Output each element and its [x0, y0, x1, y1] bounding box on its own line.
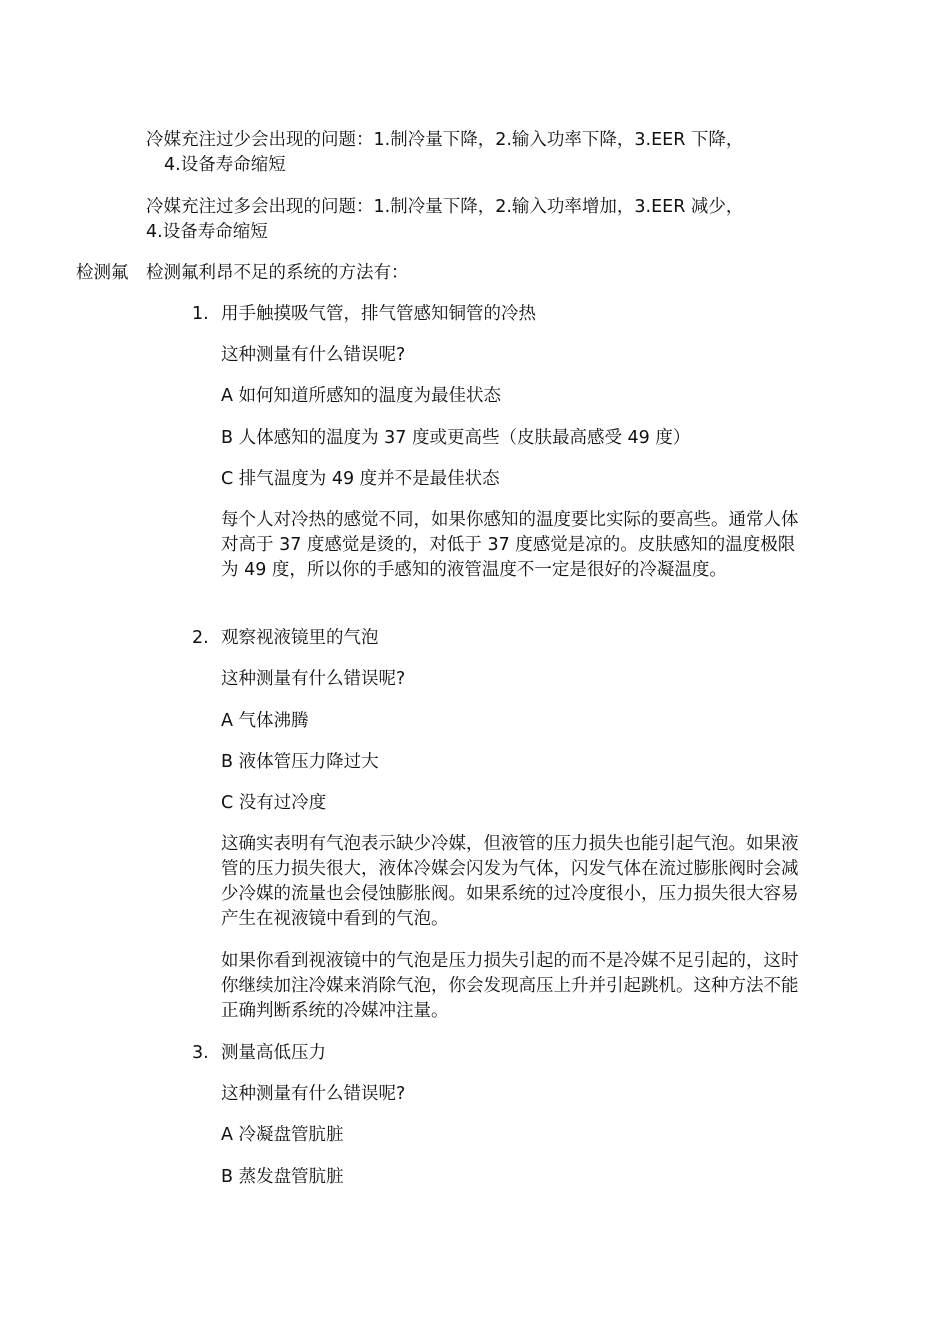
method-1-question: 这种测量有什么错误呢?	[221, 345, 406, 365]
method-2-question: 这种测量有什么错误呢?	[221, 669, 406, 689]
method-1-option-b: B 人体感知的温度为 37 度或更高些（皮肤最高感受 49 度）	[221, 428, 691, 448]
over-charge-line2: 4.设备寿命缩短	[146, 222, 268, 242]
method-2-explanation-1: 这确实表明有气泡表示缺少冷媒，但液管的压力损失也能引起气泡。如果液管的压力损失很大，液体冷媒会闪发为气体，闪发气体在流过膨胀阀时会减少冷媒的流量也会侵蚀膨胀阀。如果系统的过冷度很小，压力损失很大容易产生在视液镜中看到的气泡。	[221, 834, 799, 929]
method-1-explanation: 每个人对冷热的感觉不同，如果你感知的温度要比实际的要高些。通常人体对高于 37 度感觉是烫的，对低于 37 度感觉是凉的。皮肤感知的温度极限为 49 度，所以你的手感知的液管温度不一定是很好的冷凝温度。	[221, 510, 799, 580]
method-3-option-b: B 蒸发盘管肮脏	[221, 1167, 344, 1187]
section-title: 检测氟利昂不足的系统的方法有：	[146, 263, 409, 283]
method-2-title: 观察视液镜里的气泡	[221, 628, 379, 648]
method-3-number: 3.	[192, 1043, 209, 1063]
method-1-title: 用手触摸吸气管，排气管感知铜管的冷热	[221, 304, 536, 324]
under-charge-line2: 4.设备寿命缩短	[164, 155, 286, 175]
under-charge-line1: 冷媒充注过少会出现的问题：1.制冷量下降，2.输入功率下降，3.EER 下降，	[146, 130, 744, 150]
method-2-number: 2.	[192, 628, 209, 648]
method-3-option-a: A 冷凝盘管肮脏	[221, 1125, 344, 1145]
side-label: 检测氟	[76, 263, 129, 283]
method-2-option-a: A 气体沸腾	[221, 711, 309, 731]
method-2-option-c: C 没有过冷度	[221, 793, 327, 813]
over-charge-paragraph	[146, 195, 806, 245]
method-1-option-a: A 如何知道所感知的温度为最佳状态	[221, 386, 502, 406]
method-1-option-c: C 排气温度为 49 度并不是最佳状态	[221, 469, 500, 489]
method-2-option-b: B 液体管压力降过大	[221, 752, 379, 772]
method-3-question: 这种测量有什么错误呢?	[221, 1084, 406, 1104]
method-1-number: 1.	[192, 304, 209, 324]
over-charge-line1: 冷媒充注过多会出现的问题：1.制冷量下降，2.输入功率增加，3.EER 减少，	[146, 197, 744, 217]
method-3-title: 测量高低压力	[221, 1043, 326, 1063]
under-charge-paragraph	[146, 128, 806, 178]
method-2-explanation-2: 如果你看到视液镜中的气泡是压力损失引起的而不是冷媒不足引起的，这时你继续加注冷媒来消除气泡，你会发现高压上升并引起跳机。这种方法不能正确判断系统的冷媒冲注量。	[221, 951, 799, 1021]
